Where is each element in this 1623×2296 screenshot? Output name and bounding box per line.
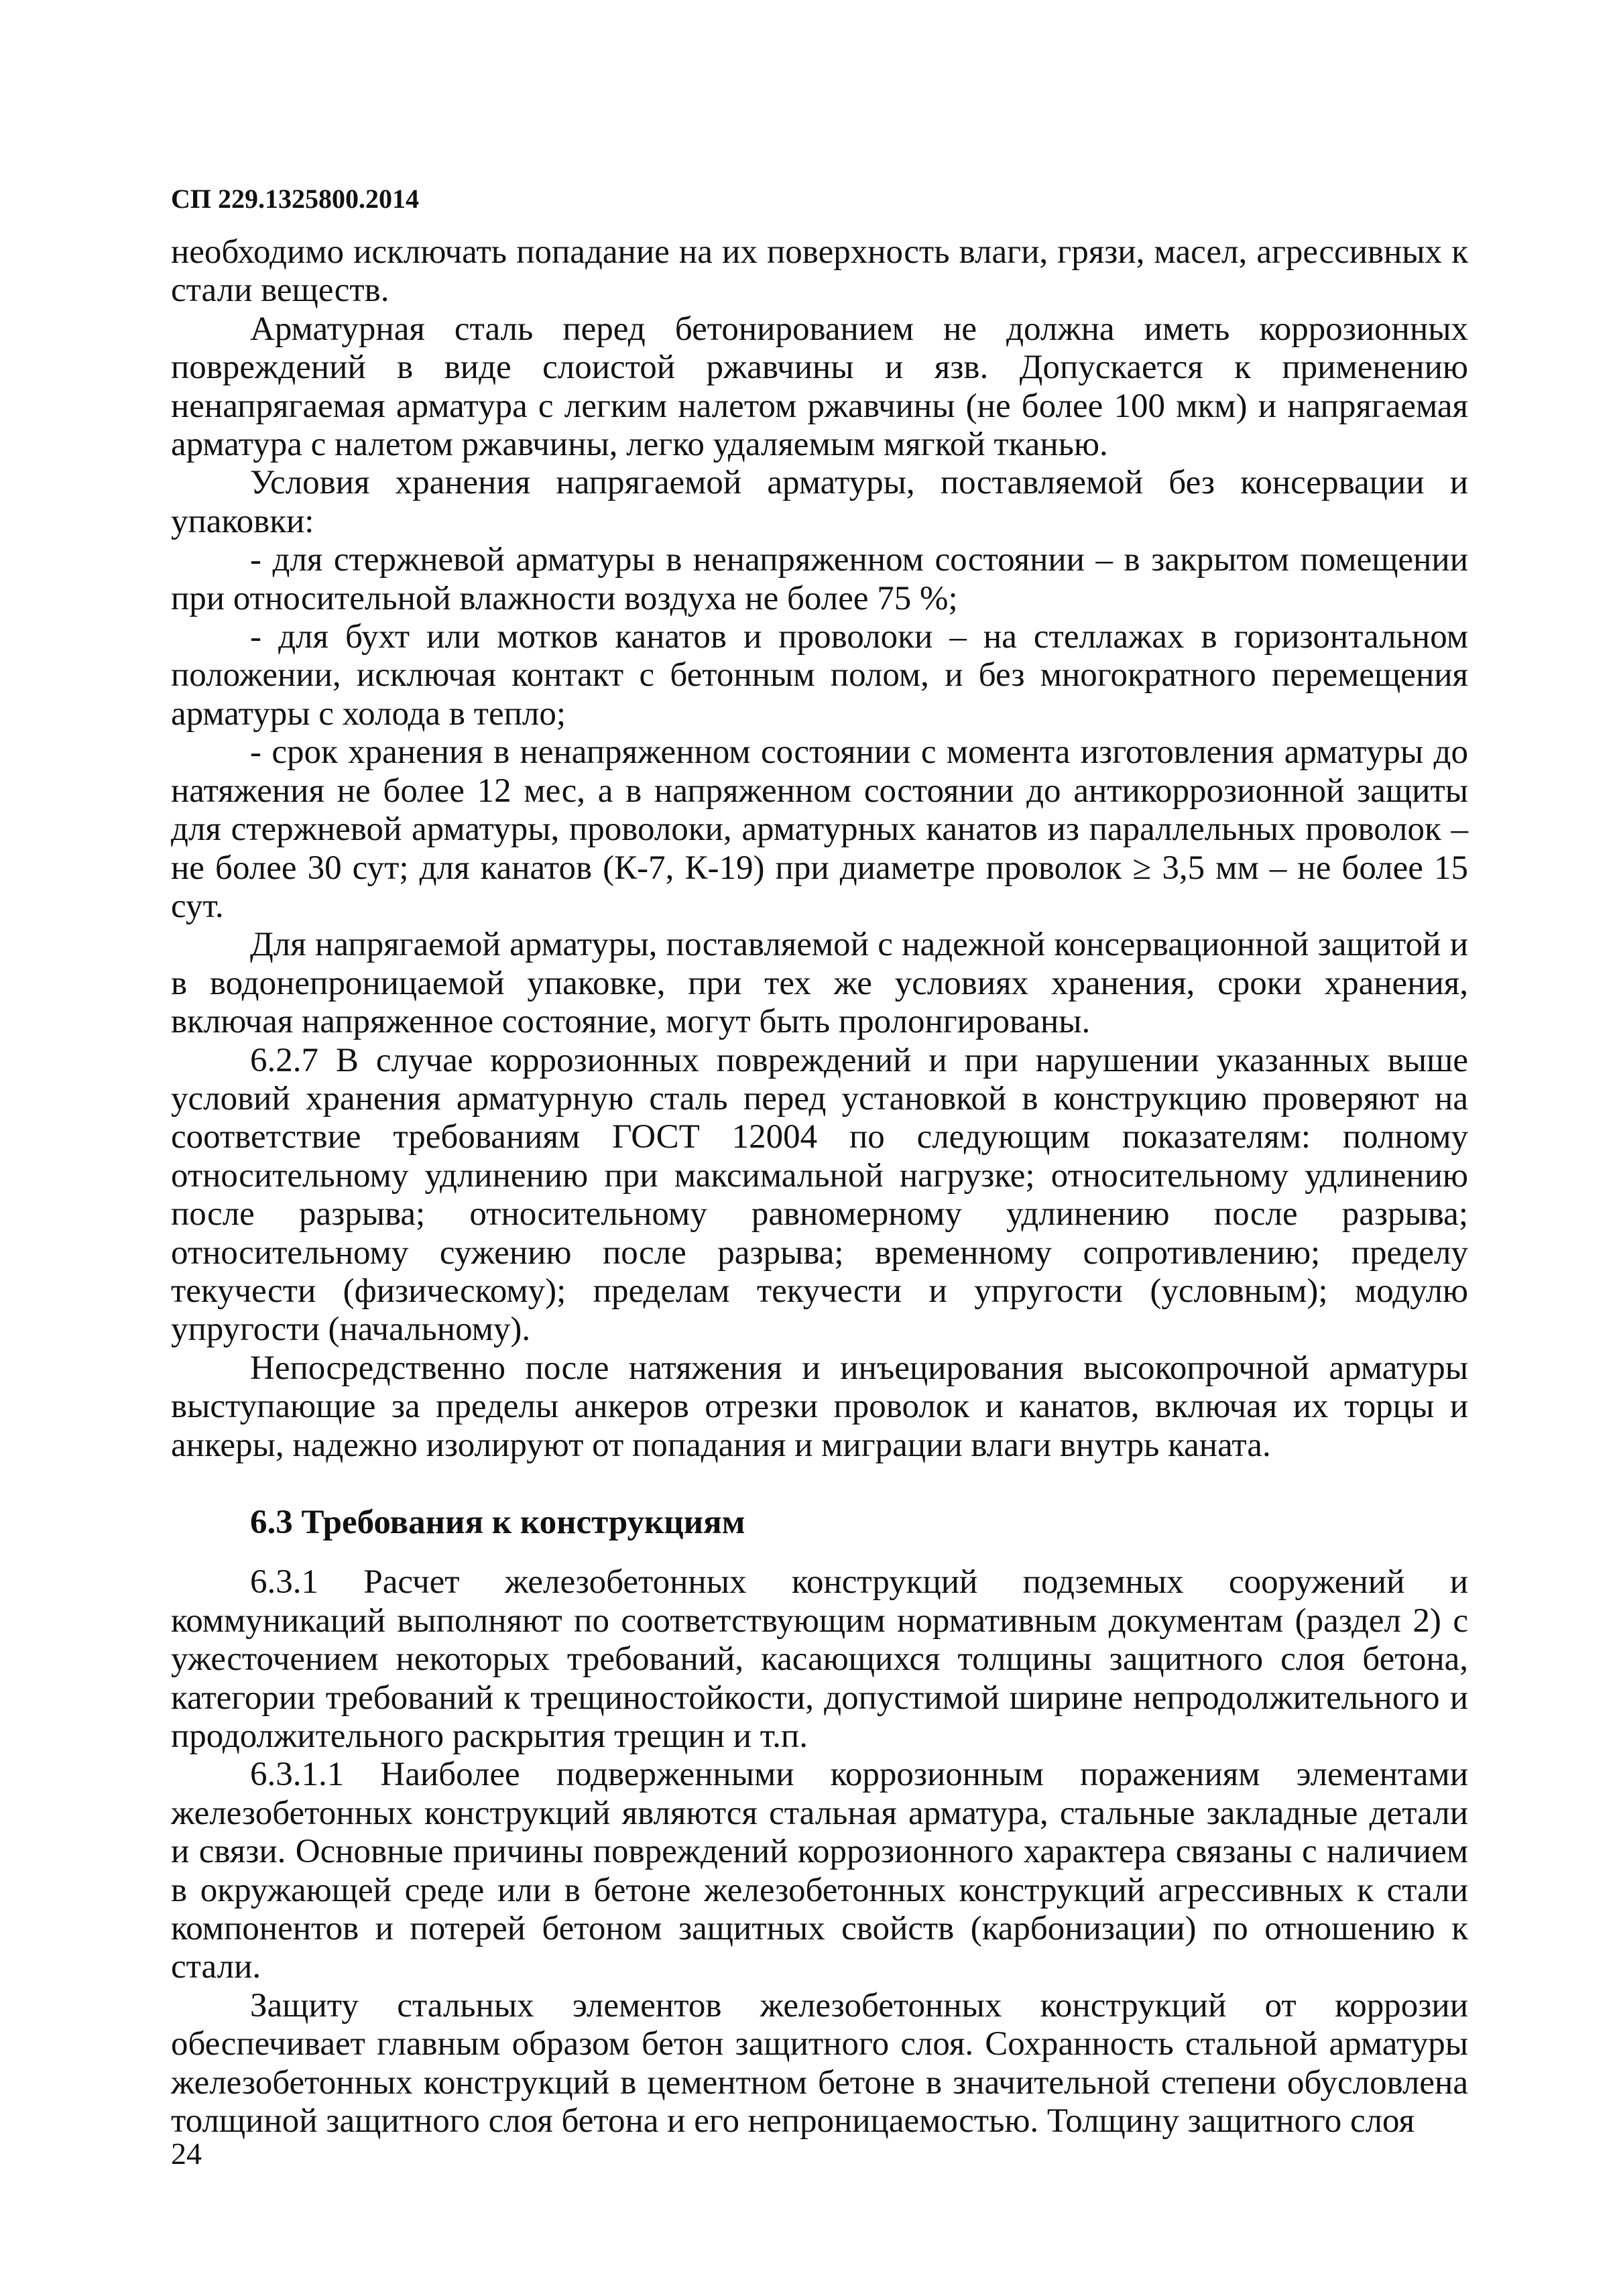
paragraph-6-2-7: 6.2.7 В случае коррозионных повреждений и при нарушении указанных выше условий хранения арматурную сталь перед установкой в конструкцию проверяют на соответствие требованиям ГОСТ 12004 по следующим показателям: полному относительному удлинению при максимальной нагрузке; относительному удлинению после разрыва; относительному равномерному удлинению после разрыва; относительному сужению после разрыва; временному сопротивлению; пределу текучести (физическому); пределам текучести и упругости (условным); модулю упругости (начальному). [171, 1041, 1468, 1349]
paragraph-prolongation: Для напрягаемой арматуры, поставляемой с надежной консервационной защитой и в водонепроницаемой упаковке, при тех же условиях хранения, сроки хранения, включая напряженное состояние, могут быть пролонгированы. [171, 926, 1468, 1041]
paragraph-rebar-corrosion: Арматурная сталь перед бетонированием не должна иметь коррозионных повреждений в виде слоистой ржавчины и язв. Допускается к применению ненапрягаемая арматура с легким налетом ржавчины (не более 100 мкм) и напрягаемая арматура с налетом ржавчины, легко удаляемым мягкой тканью. [171, 310, 1468, 464]
section-heading: 6.3 Требования к конструкциям [250, 1504, 745, 1541]
page-number: 24 [171, 2136, 202, 2171]
list-item-storage-term: - срок хранения в ненапряженном состоянии с момента изготовления арматуры до натяжения не более 12 мес, а в напряженном состоянии до антикоррозионной защиты для стержневой арматуры, проволоки, арматурных канатов из параллельных проволок – не более 30 сут; для канатов (К-7, К-19) при диаметре проволок ≥ 3,5 мм – не более 15 сут. [171, 733, 1468, 925]
document-code-header: СП 229.1325800.2014 [171, 184, 419, 214]
paragraph-injection: Непосредственно после натяжения и инъецирования высокопрочной арматуры выступающие за пределы анкеров отрезки проволок и канатов, включая их торцы и анкеры, надежно изолируют от попадания и миграции влаги внутрь каната. [171, 1349, 1468, 1464]
paragraph-continuation: необходимо исключать попадание на их поверхность влаги, грязи, масел, агрессивных к стали веществ. [171, 233, 1468, 310]
paragraph-6-3-1: 6.3.1 Расчет железобетонных конструкций подземных сооружений и коммуникаций выполняют по соответствующим нормативным документам (раздел 2) с ужесточением некоторых требований, касающихся толщины защитного слоя бетона, категории требований к трещиностойкости, допустимой ширине непродолжительного и продолжительного раскрытия трещин и т.п. [171, 1563, 1468, 1756]
list-item-bar-rebar: - для стержневой арматуры в ненапряженном состоянии – в закрытом помещении при относительной влажности воздуха не более 75 %; [171, 541, 1468, 617]
document-body [171, 233, 1468, 2141]
list-item-coils: - для бухт или мотков канатов и проволоки – на стеллажах в горизонтальном положении, исключая контакт с бетонным полом, и без многократного перемещения арматуры с холода в тепло; [171, 618, 1468, 733]
paragraph-6-3-1-1: 6.3.1.1 Наиболее подверженными коррозионным поражениям элементами железобетонных конструкций являются стальная арматура, стальные закладные детали и связи. Основные причины повреждений коррозионного характера связаны с наличием в окружающей среде или в бетоне железобетонных конструкций агрессивных к стали компонентов и потерей бетоном защитных свойств (карбонизации) по отношению к стали. [171, 1756, 1468, 1986]
paragraph-storage-conditions: Условия хранения напрягаемой арматуры, поставляемой без консервации и упаковки: [171, 464, 1468, 540]
paragraph-protection: Защиту стальных элементов железобетонных конструкций от коррозии обеспечивает главным образом бетон защитного слоя. Сохранность стальной арматуры железобетонных конструкций в цементном бетоне в значительной степени обусловлена толщиной защитного слоя бетона и его непроницаемостью. Толщину защитного слоя [171, 1986, 1468, 2140]
